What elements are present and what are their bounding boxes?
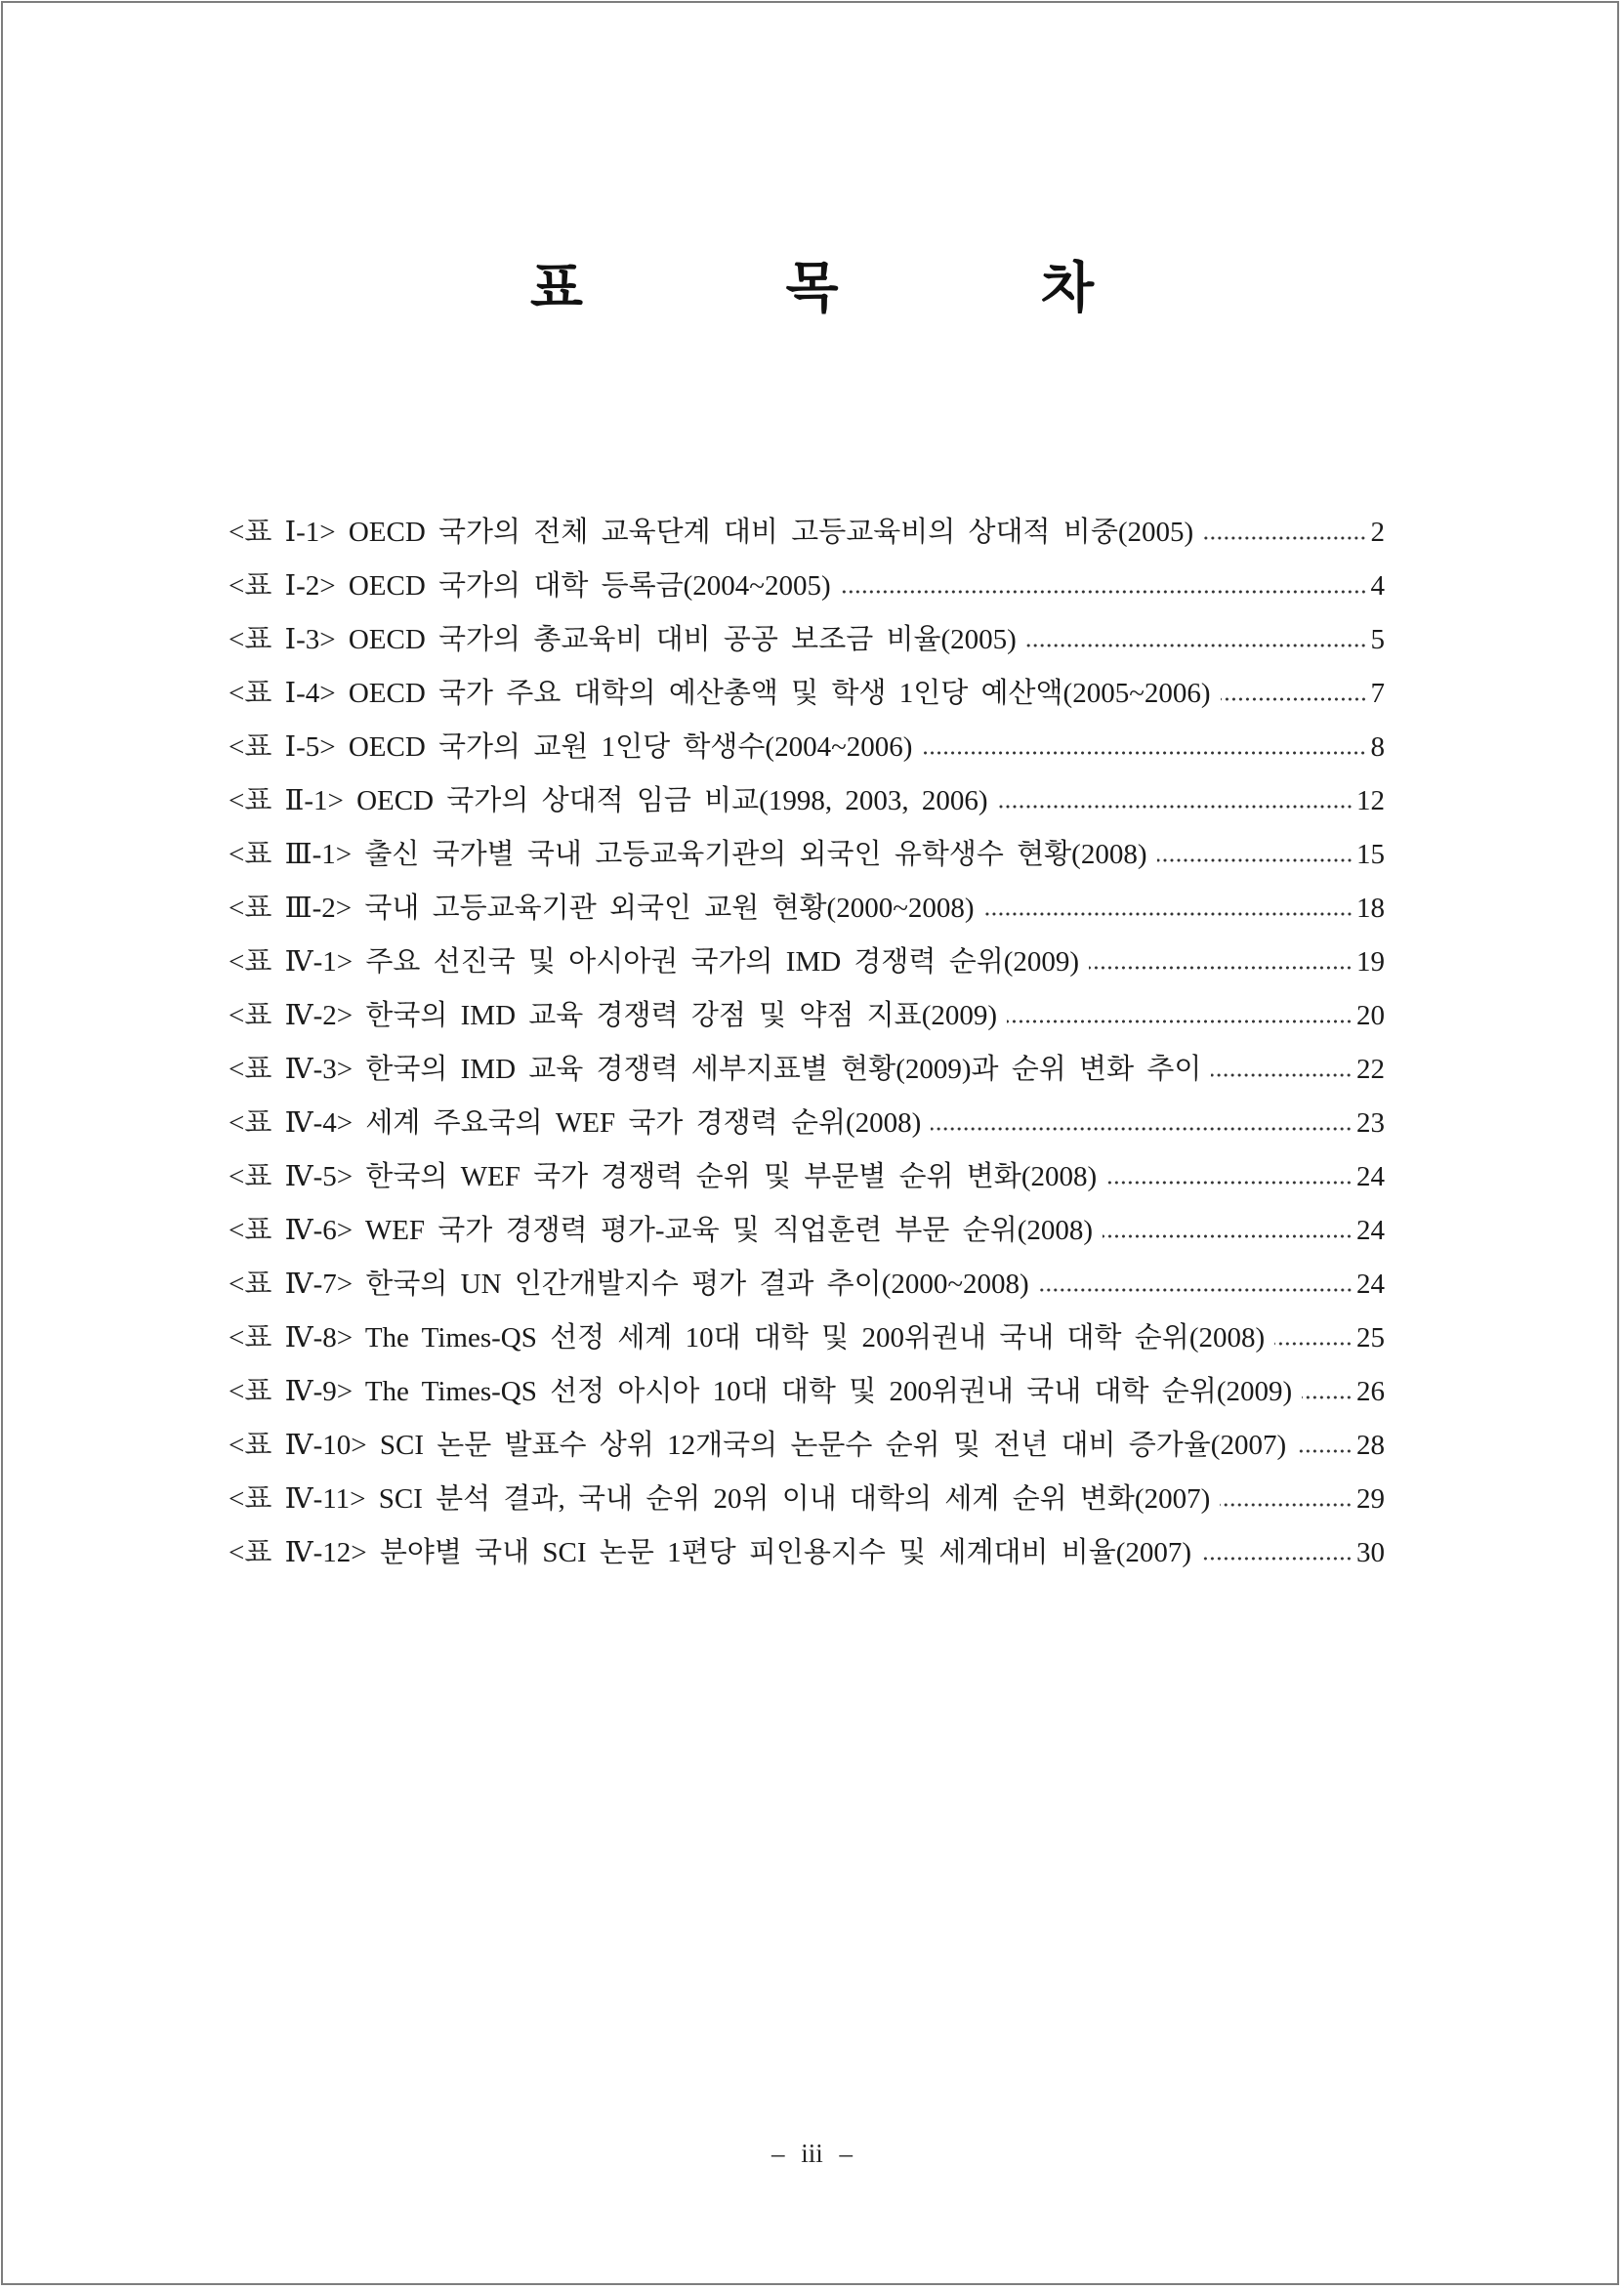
dot-leader [1302,1394,1353,1401]
toc-entry-label: <표 Ⅱ-1> OECD 국가의 상대적 임금 비교(1998, 2003, 2006) [229,785,988,816]
toc-entry-label: <표 Ⅲ-2> 국내 고등교육기관 외국인 교원 현황(2000~2008) [229,893,975,924]
toc-entry-page: 29 [1356,1483,1385,1515]
toc-entry-page: 30 [1356,1537,1385,1568]
toc-entry-label: <표 Ⅰ-5> OECD 국가의 교원 1인당 학생수(2004~2006) [229,731,913,763]
toc-entry-page: 4 [1370,570,1385,602]
toc-entry-page: 8 [1370,731,1385,763]
toc-entry-label: <표 Ⅳ-11> SCI 분석 결과, 국내 순위 20위 이내 대학의 세계 순위 변화(2007) [229,1483,1211,1515]
toc-entry-page: 24 [1356,1269,1385,1300]
toc-entry-label: <표 Ⅳ-2> 한국의 IMD 교육 경쟁력 강점 및 약점 지표(2009) [229,1000,998,1031]
toc-entry-label: <표 Ⅰ-3> OECD 국가의 총교육비 대비 공공 보조금 비율(2005) [229,624,1017,655]
toc-entry-label: <표 Ⅳ-3> 한국의 IMD 교육 경쟁력 세부지표별 현황(2009)과 순위 변화 추이 [229,1054,1202,1085]
toc-entry-page: 23 [1356,1107,1385,1139]
toc-entry[interactable] [229,1312,1385,1365]
toc-entry-page: 24 [1356,1215,1385,1246]
dot-leader [1296,1447,1353,1455]
dot-leader [1201,1555,1353,1562]
dot-leader [998,803,1353,811]
toc-entry[interactable] [229,774,1385,828]
toc-entry[interactable] [229,506,1385,560]
toc-entry-page: 19 [1356,946,1385,978]
toc-entry-page: 7 [1370,678,1385,709]
toc-entry[interactable] [229,560,1385,613]
toc-entry-page: 25 [1356,1322,1385,1353]
toc-entry[interactable] [229,936,1385,989]
dot-leader [922,749,1366,757]
dot-leader [1274,1340,1353,1348]
toc-entry-label: <표 Ⅲ-1> 출신 국가별 국내 고등교육기관의 외국인 유학생수 현황(2008) [229,839,1147,870]
dot-leader [1211,1071,1353,1079]
toc-entry-page: 26 [1356,1376,1385,1407]
toc-entry[interactable] [229,1473,1385,1526]
dot-leader [1221,695,1367,703]
toc-entry[interactable] [229,1258,1385,1312]
toc-entry-label: <표 Ⅳ-7> 한국의 UN 인간개발지수 평가 결과 추이(2000~2008) [229,1269,1029,1300]
toc-entry-label: <표 Ⅳ-5> 한국의 WEF 국가 경쟁력 순위 및 부문별 순위 변화(2008) [229,1161,1098,1192]
toc-entry-page: 5 [1370,624,1385,655]
toc-entry[interactable] [229,989,1385,1043]
dot-leader [931,1125,1353,1133]
toc-entry-page: 12 [1356,785,1385,816]
dot-leader [1026,642,1367,649]
dot-leader [841,588,1367,596]
toc-entry[interactable] [229,1419,1385,1473]
toc-entry[interactable] [229,882,1385,936]
toc-entry-page: 28 [1356,1430,1385,1461]
toc-entry[interactable] [229,721,1385,774]
page-number: – iii – [770,2139,853,2168]
dot-leader [984,910,1353,918]
dot-leader [1106,1179,1353,1187]
dot-leader [1157,856,1353,864]
toc-entry-label: <표 Ⅳ-10> SCI 논문 발표수 상위 12개국의 논문수 순위 및 전년 대비 증가율(2007) [229,1430,1287,1461]
toc-entry[interactable] [229,1150,1385,1204]
toc-entry-label: <표 Ⅳ-6> WEF 국가 경쟁력 평가-교육 및 직업훈련 부문 순위(2008) [229,1215,1094,1246]
dot-leader [1203,534,1366,542]
toc-entry-page: 15 [1356,839,1385,870]
toc-entry[interactable] [229,1526,1385,1580]
toc-entry[interactable] [229,1365,1385,1419]
dot-leader [1220,1501,1353,1509]
toc-entry-label: <표 Ⅰ-4> OECD 국가 주요 대학의 예산총액 및 학생 1인당 예산액(2005~2006) [229,678,1211,709]
toc-entry[interactable] [229,1097,1385,1150]
toc-entry-label: <표 Ⅳ-4> 세계 주요국의 WEF 국가 경쟁력 순위(2008) [229,1107,922,1139]
toc-entry[interactable] [229,667,1385,721]
toc-entry-page: 18 [1356,893,1385,924]
toc-entry-label: <표 Ⅳ-1> 주요 선진국 및 아시아권 국가의 IMD 경쟁력 순위(2009) [229,946,1080,978]
table-of-contents [229,506,1385,1580]
dot-leader [1089,964,1353,972]
toc-entry-label: <표 Ⅰ-2> OECD 국가의 대학 등록금(2004~2005) [229,570,831,602]
toc-entry-label: <표 Ⅰ-1> OECD 국가의 전체 교육단계 대비 고등교육비의 상대적 비중(2005) [229,517,1194,548]
toc-entry[interactable] [229,613,1385,667]
toc-entry-label: <표 Ⅳ-12> 분야별 국내 SCI 논문 1편당 피인용지수 및 세계대비 비율(2007) [229,1537,1192,1568]
toc-entry-page: 24 [1356,1161,1385,1192]
toc-entry[interactable] [229,1043,1385,1097]
toc-entry-page: 2 [1370,517,1385,548]
page-title: 표 목 차 [529,257,1187,320]
toc-entry-page: 20 [1356,1000,1385,1031]
toc-entry[interactable] [229,1204,1385,1258]
dot-leader [1103,1232,1353,1240]
dot-leader [1007,1018,1353,1025]
toc-entry-label: <표 Ⅳ-8> The Times-QS 선정 세계 10대 대학 및 200위권내 국내 대학 순위(2008) [229,1322,1266,1353]
toc-entry-page: 22 [1356,1054,1385,1085]
toc-entry-label: <표 Ⅳ-9> The Times-QS 선정 아시아 10대 대학 및 200위권내 국내 대학 순위(2009) [229,1376,1293,1407]
dot-leader [1039,1286,1353,1294]
toc-entry[interactable] [229,828,1385,882]
